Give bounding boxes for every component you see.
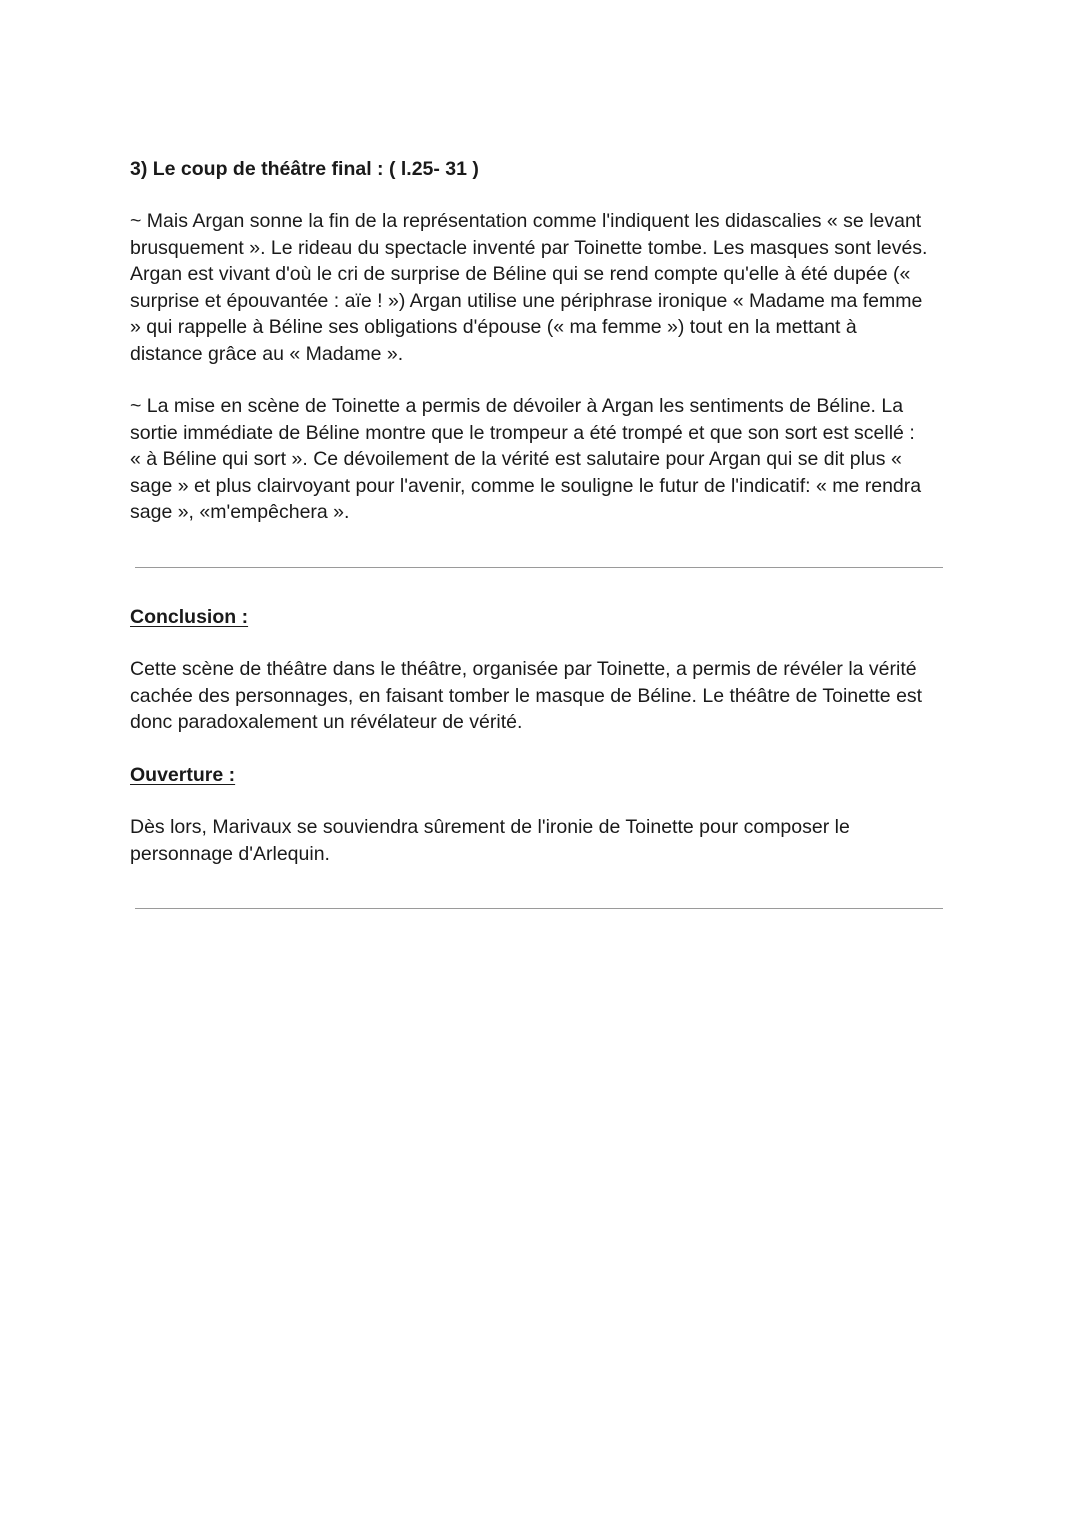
section-3-paragraph-1 [130, 208, 945, 367]
conclusion-heading: Conclusion : [130, 606, 249, 628]
text-line: distance grâce au « Madame ». [130, 342, 404, 365]
text-line: Cette scène de théâtre dans le théâtre, organisée par Toinette, a permis de révéler la vérité [130, 658, 917, 680]
text-line: Argan est vivant d'où le cri de surprise de Béline qui se rend compte qu'elle à été dupée (« [130, 263, 911, 285]
section-3-paragraph-2 [130, 393, 945, 526]
text-line: cachée des personnages, en faisant tomber le masque de Béline. Le théâtre de Toinette est [130, 684, 923, 707]
section-3-heading: 3) Le coup de théâtre final : ( l.25- 31 ) [130, 158, 479, 180]
ouverture-text [130, 814, 945, 867]
text-line: sage » et plus clairvoyant pour l'avenir, comme le souligne le futur de l'indicatif: « me rendra [130, 474, 922, 497]
text-line: ~ La mise en scène de Toinette a permis de dévoiler à Argan les sentiments de Béline. La [130, 395, 904, 417]
horizontal-divider [135, 908, 943, 909]
text-line: brusquement ». Le rideau du spectacle inventé par Toinette tombe. Les masques sont levés. [130, 236, 928, 259]
text-line: donc paradoxalement un révélateur de vérité. [130, 711, 523, 733]
text-line: surprise et épouvantée : aïe ! ») Argan utilise une périphrase ironique « Madame ma femme [130, 289, 923, 312]
text-line: Dès lors, Marivaux se souviendra sûrement de l'ironie de Toinette pour composer le [130, 816, 850, 838]
ouverture-heading: Ouverture : [130, 764, 236, 786]
text-line: ~ Mais Argan sonne la fin de la représentation comme l'indiquent les didascalies « se levant [130, 210, 922, 232]
text-line: » qui rappelle à Béline ses obligations d'épouse (« ma femme ») tout en la mettant à [130, 316, 857, 338]
text-line: sage », «m'empêchera ». [130, 501, 350, 523]
text-line: « à Béline qui sort ». Ce dévoilement de la vérité est salutaire pour Argan qui se dit plus « [130, 448, 902, 470]
conclusion-text [130, 656, 945, 736]
horizontal-divider [135, 567, 943, 568]
text-line: sortie immédiate de Béline montre que le trompeur a été trompé et que son sort est scellé : [130, 421, 915, 444]
text-line: personnage d'Arlequin. [130, 842, 330, 865]
